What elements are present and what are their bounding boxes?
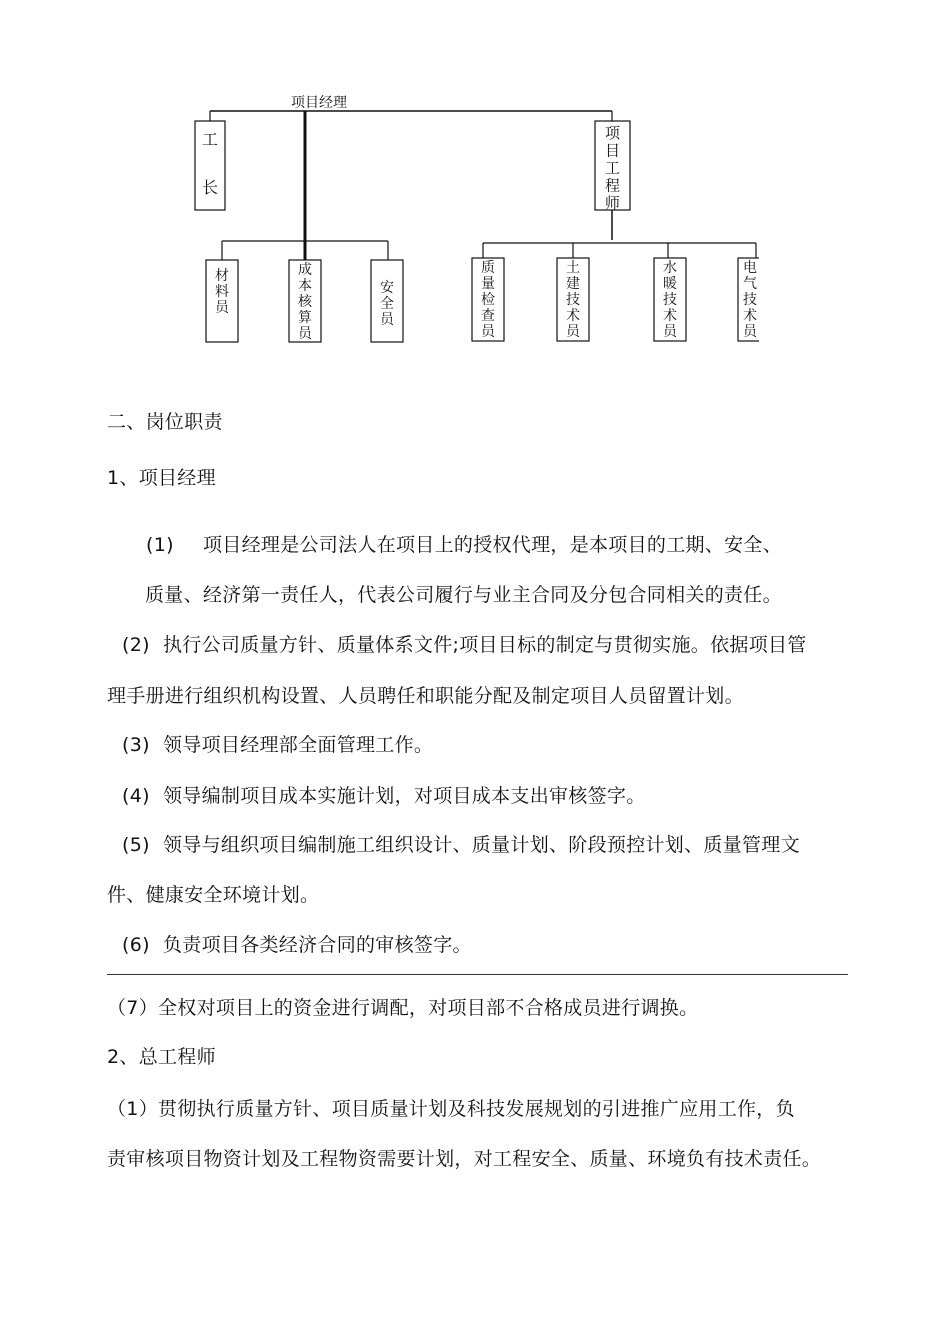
electrical-clip-mask <box>759 255 769 345</box>
item-6-number: (6) <box>122 934 150 956</box>
org-chart <box>0 0 950 360</box>
foreman-char-1: 工 <box>201 130 219 149</box>
page-divider <box>107 974 848 975</box>
plumbing-tech-label: 水暖技术员 <box>663 260 677 340</box>
item-1-line-2: 质量、经济第一责任人，代表公司履行与业主合同及分包合同相关的责任。 <box>145 584 782 606</box>
item-1-number: (1) <box>146 534 174 556</box>
foreman-char-2: 长 <box>201 178 219 197</box>
item-3-number: (3) <box>122 734 150 756</box>
sub-heading-chief-engineer: 2、总工程师 <box>107 1046 216 1068</box>
item-5-line-2: 件、健康安全环境计划。 <box>107 884 320 906</box>
section-heading: 二、岗位职责 <box>107 411 223 433</box>
item-4-line-1: 领导编制项目成本实施计划，对项目成本支出审核签字。 <box>163 785 646 807</box>
item-6-line-1: 负责项目各类经济合同的审核签字。 <box>163 934 472 956</box>
item-3-line-1: 领导项目经理部全面管理工作。 <box>163 734 434 756</box>
engineer-box-text <box>605 124 621 212</box>
item-2-line-2: 理手册进行组织机构设置、人员聘任和职能分配及制定项目人员留置计划。 <box>107 685 744 707</box>
project-manager-label: 项目经理 <box>291 95 347 111</box>
materials-label: 材料员 <box>215 268 229 316</box>
sub-heading-project-manager: 1、项目经理 <box>107 467 216 489</box>
item-2-line-1: 执行公司质量方针、质量体系文件;项目目标的制定与贯彻实施。依据项目管 <box>163 634 807 656</box>
item-5-line-1: 领导与组织项目编制施工组织设计、质量计划、阶段预控计划、质量管理文 <box>163 834 800 856</box>
chief-item-1-line-2: 责审核项目物资计划及工程物资需要计划，对工程安全、质量、环境负有技术责任。 <box>107 1148 822 1170</box>
electrical-tech-label: 电气技术员 <box>743 260 757 340</box>
engineer-label: 项目工程师 <box>604 124 621 212</box>
item-4-number: (4) <box>122 785 150 807</box>
quality-inspector-label: 质量检查员 <box>481 260 495 340</box>
cost-accountant-label: 成本核算员 <box>298 262 312 342</box>
safety-officer-label: 安全员 <box>380 280 394 328</box>
civil-tech-label: 土建技术员 <box>566 260 580 340</box>
item-1-line-1: 项目经理是公司法人在项目上的授权代理，是本项目的工期、安全、 <box>203 534 783 556</box>
item-5-number: (5) <box>122 834 150 856</box>
item-2-number: (2) <box>122 634 150 656</box>
item-7-line-1: （7）全权对项目上的资金进行调配，对项目部不合格成员进行调换。 <box>107 997 699 1019</box>
chief-item-1-line-1: （1）贯彻执行质量方针、项目质量计划及科技发展规划的引进推广应用工作，负 <box>107 1098 795 1120</box>
